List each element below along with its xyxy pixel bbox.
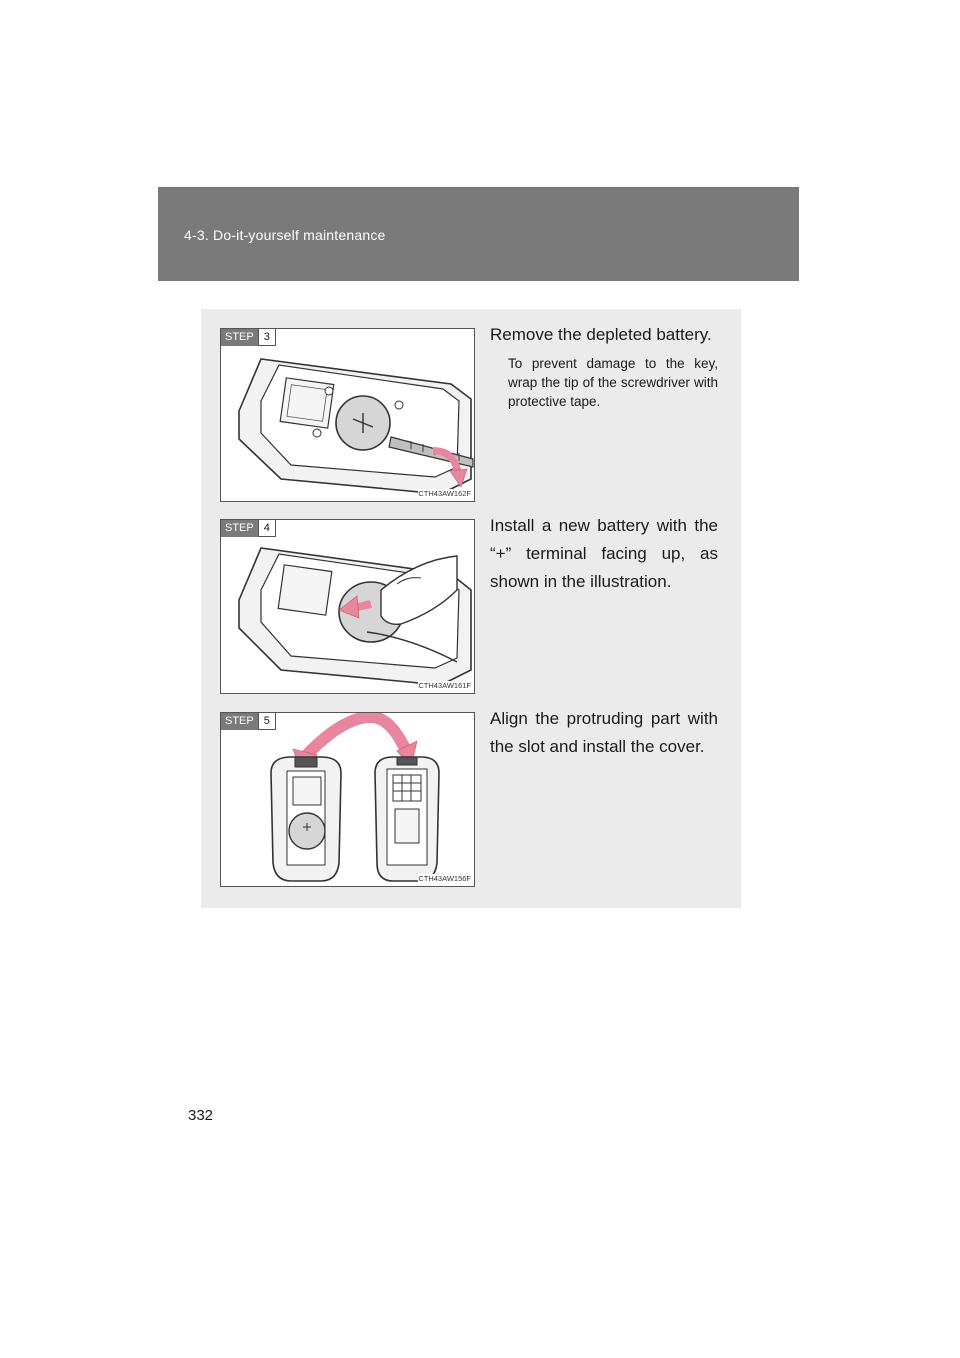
step-3-note: To prevent damage to the key, wrap the tip of the screwdriver with protective tape. [508, 356, 718, 409]
page-number: 332 [188, 1107, 214, 1124]
step-3-figure-code: CTH43AW162F [418, 489, 471, 498]
step-5-illustration [220, 712, 475, 887]
key-battery-insert-drawing [221, 520, 474, 693]
step-3-illustration [220, 328, 475, 502]
step-4-illustration [220, 519, 475, 694]
section-header [158, 187, 799, 281]
step-3-badge: STEP 3 [221, 329, 276, 346]
section-title: 4-3. Do-it-yourself maintenance [184, 227, 386, 243]
step-4-badge: STEP 4 [221, 520, 276, 537]
step-4-instruction: Install a new battery with the “+” terminal facing up, as shown in the illustration. [490, 516, 718, 591]
key-cover-align-drawing [221, 713, 474, 886]
step-3-instruction: Remove the depleted battery. [490, 325, 712, 344]
step-5-badge: STEP 5 [221, 713, 276, 730]
step-5-instruction: Align the protruding part with the slot and install the cover. [490, 709, 718, 756]
key-open-screwdriver-drawing [221, 329, 474, 501]
step-5-figure-code: CTH43AW156F [418, 874, 471, 883]
step-4-figure-code: CTH43AW161F [418, 681, 471, 690]
